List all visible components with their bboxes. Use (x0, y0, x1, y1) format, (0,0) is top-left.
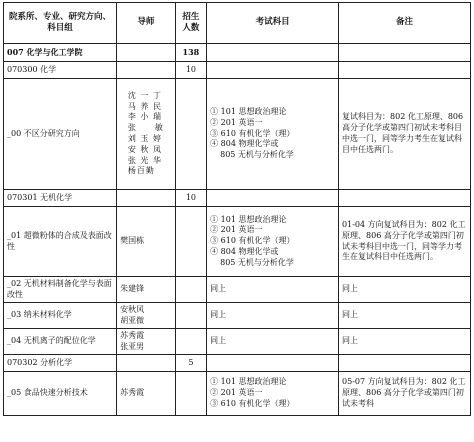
header-enrollment: 招生人数 (175, 3, 206, 44)
remarks-same-as-above: 同上 (339, 329, 471, 355)
exam-subject: ① 101 思想政治理论 (210, 107, 287, 116)
tutor-list (117, 372, 176, 416)
major-name: 070301 无机化学 (4, 190, 117, 207)
exam-subject: 805 无机与分析化学 (220, 150, 294, 160)
tutor-list (117, 207, 176, 277)
table-row (4, 277, 471, 303)
exam-same-as-above: 同上 (207, 303, 339, 329)
tutor-name: 李 小 瑞 (127, 112, 162, 122)
department-name: 007 化学与化工学院 (4, 44, 117, 62)
major-count: 10 (175, 190, 206, 207)
header-remarks: 备注 (339, 3, 471, 44)
tutor-list (117, 329, 176, 355)
tutor-name: 马 养 民 (127, 101, 162, 111)
major-name: 070302 分析化学 (4, 355, 117, 372)
remarks-same-as-above: 同上 (339, 277, 471, 303)
exam-same-as-above: 同上 (207, 277, 339, 303)
major-row (4, 355, 471, 372)
tutor-name: 张 光 华 (127, 155, 162, 165)
direction-name: _00 不区分研究方向 (4, 79, 117, 190)
tutor-list (117, 79, 176, 190)
major-count: 5 (175, 355, 206, 372)
table-row (4, 207, 471, 277)
table-row (4, 303, 471, 329)
tutor-name: 胡亚微 (120, 315, 145, 325)
major-row (4, 62, 471, 79)
tutor-name: 樊国栋 (120, 236, 145, 246)
exam-subject: ② 201 英语一 (210, 117, 263, 127)
admissions-table (3, 2, 471, 416)
tutor-name: 杨百勤 (127, 166, 155, 176)
remarks: 01-04 方向复试科目为：802 化工原理、806 高分子化学或第四门初试未考科目中选一门，同等学力考生在复试科目中任选两门。 (339, 207, 471, 277)
table-row (4, 372, 471, 416)
direction-name: _04 无机离子的配位化学 (4, 329, 117, 355)
exam-same-as-above: 同上 (207, 329, 339, 355)
remarks: 05-07 方向复试科目为：802 化工原理、806 高分子化学或第四门初试未考科 (339, 372, 471, 416)
tutor-name: 张 敏 (127, 123, 164, 133)
tutor-name: 朱建锋 (120, 284, 145, 294)
major-name: 070300 化学 (4, 62, 117, 79)
table-row (4, 79, 471, 190)
direction-name: _02 无机材料制备化学与表面改性 (4, 277, 117, 303)
exam-subject: ③ 610 有机化学（理） (210, 128, 295, 138)
tutor-name: 苏秀霞 (120, 330, 145, 340)
department-row (4, 44, 471, 62)
header-tutor: 导师 (117, 3, 176, 44)
tutor-name: 张亚男 (120, 341, 145, 351)
exam-subject: ④ 804 物理化学或 (210, 139, 279, 149)
department-note (339, 44, 471, 62)
table-row (4, 329, 471, 355)
tutor-name: 安 秋 凤 (127, 144, 162, 154)
exam-subject: ④ 804 物理化学或 (210, 246, 279, 256)
exam-subject: ② 201 英语一 (210, 225, 263, 235)
header-exam-subjects: 考试科目 (207, 3, 339, 44)
header-department: 院系所、专业、研究方向、科目组 (4, 3, 117, 44)
header-row (4, 3, 471, 44)
tutor-name: 安秋风 (120, 304, 145, 314)
exam-subject: 805 无机与分析化学 (220, 257, 294, 267)
exam-subject: ① 101 思想政治理论 (210, 214, 287, 224)
exam-subject: ③ 610 有机化学（理） (210, 236, 295, 246)
tutor-list (117, 303, 176, 329)
major-count: 10 (175, 62, 206, 79)
direction-name: _01 超微粉体的合成及表面改性 (4, 207, 117, 277)
department-exam (207, 44, 339, 62)
major-row (4, 190, 471, 207)
exam-subjects (207, 372, 339, 416)
exam-subject: ② 201 英语一 (210, 388, 263, 398)
remarks-same-as-above: 同上 (339, 303, 471, 329)
tutor-name: 刘 玉 婷 (127, 134, 162, 143)
direction-name: _05 食品快速分析技术 (4, 372, 117, 416)
direction-name: _03 纳米材料化学 (4, 303, 117, 329)
department-tutor (117, 44, 176, 62)
exam-subject: ③ 610 有机化学（理） (210, 398, 295, 408)
remarks: 复试科目为：802 化工原理、806 高分子化学或第四门初试未考科目中选一门，同等学力考生在复试科目中任选两门。 (339, 79, 471, 190)
tutor-list (117, 277, 176, 303)
tutor-name: 苏秀霞 (120, 388, 145, 398)
tutor-name: 沈 一 丁 (127, 90, 162, 100)
exam-subjects (207, 207, 339, 277)
exam-subject: ① 101 思想政治理论 (210, 377, 287, 387)
department-count: 138 (175, 44, 206, 62)
exam-subjects (207, 79, 339, 190)
